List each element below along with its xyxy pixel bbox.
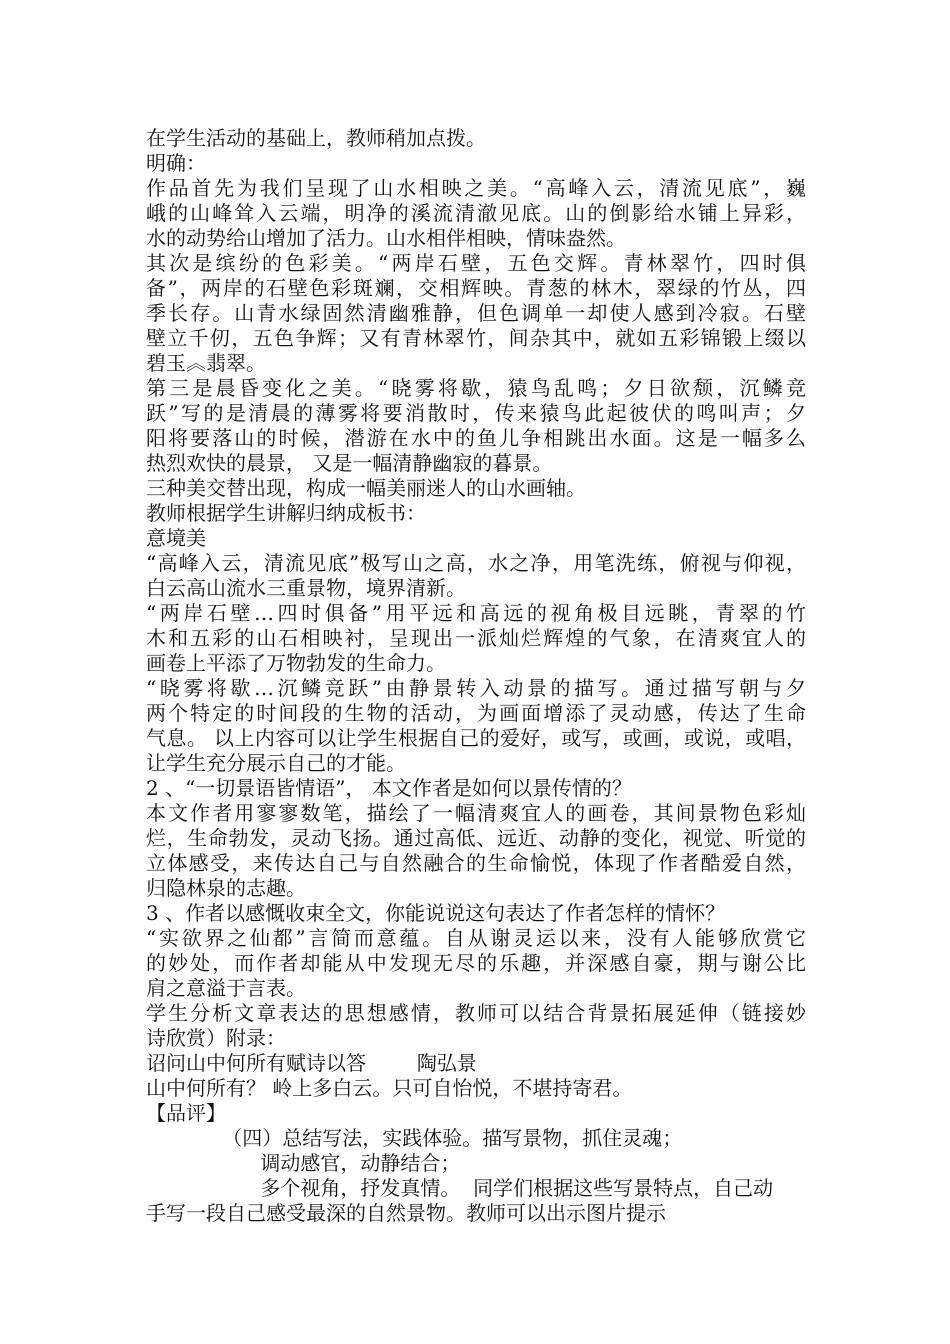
text-line: 让学生充分展示自己的才能。	[146, 751, 406, 775]
text-line: 肩之意溢于言表。	[146, 976, 306, 1000]
text-line: 明确：	[146, 151, 206, 175]
text-line: “两岸石壁…四时俱备”用平远和高远的视角极目远眺，青翠的竹	[146, 601, 806, 625]
text-line: 碧玉︽翡翠。	[146, 351, 266, 375]
text-line: 备”，两岸的石壁色彩斑斓，交相辉映。青葱的林木，翠绿的竹丛，四	[146, 276, 806, 300]
text-line: （四）总结写法，实践体验。描写景物，抓住灵魂；	[146, 1126, 683, 1150]
text-line: 3 、作者以感慨收束全文，你能说说这句表达了作者怎样的情怀？	[146, 901, 726, 925]
text-line: 在学生活动的基础上，教师稍加点拨。	[146, 126, 486, 150]
text-line: 诗欣赏）附录：	[146, 1026, 286, 1050]
text-line: 手写一段自己感受最深的自然景物。教师可以出示图片提示	[146, 1201, 666, 1225]
text-line: 学生分析文章表达的思想感情，教师可以结合背景拓展延伸（链接妙	[146, 1001, 806, 1025]
text-line: 木和五彩的山石相映衬，呈现出一派灿烂辉煌的气象，在清爽宜人的	[146, 626, 806, 650]
text-line: 阳将要落山的时候，潜游在水中的鱼儿争相跳出水面。这是一幅多么	[146, 426, 806, 450]
text-line: “晓雾将歇…沉鳞竞跃”由静景转入动景的描写。通过描写朝与夕	[146, 676, 806, 700]
text-line: 水的动势给山增加了活力。山水相伴相映，情味盎然。	[146, 226, 626, 250]
text-line: 气息。 以上内容可以让学生根据自己的爱好，或写，或画，或说，或唱，	[146, 726, 806, 750]
text-line: 本文作者用寥寥数笔，描绘了一幅清爽宜人的画卷，其间景物色彩灿	[146, 801, 806, 825]
text-line: 热烈欢快的晨景， 又是一幅清静幽寂的暮景。	[146, 451, 553, 475]
text-line: 两个特定的时间段的生物的活动，为画面增添了灵动感，传达了生命	[146, 701, 806, 725]
text-line: 多个视角，抒发真情。 同学们根据这些写景特点，自己动	[146, 1176, 774, 1200]
section-heading: 【品评】	[146, 1101, 226, 1125]
text-line: 山中何所有？ 岭上多白云。只可自怡悦，不堪持寄君。	[146, 1076, 633, 1100]
text-line: “高峰入云，清流见底”极写山之高，水之净，用笔洗练，俯视与仰视，	[146, 551, 806, 575]
text-line: 2 、“一切景语皆情语”， 本文作者是如何以景传情的？	[146, 776, 632, 800]
text-line: 归隐林泉的志趣。	[146, 876, 306, 900]
text-line: 烂，生命勃发，灵动飞扬。通过高低、远近、动静的变化，视觉、听觉的	[146, 826, 806, 850]
text-line: 立体感受，来传达自己与自然融合的生命愉悦，体现了作者酷爱自然，	[146, 851, 806, 875]
text-line: 的妙处，而作者却能从中发现无尽的乐趣，并深感自豪，期与谢公比	[146, 951, 806, 975]
text-line: 第三是晨昏变化之美。“晓雾将歇，猿鸟乱鸣；夕日欲颓，沉鳞竞	[146, 376, 806, 400]
text-line: 峨的山峰耸入云端，明净的溪流清澈见底。山的倒影给水铺上异彩，	[146, 201, 806, 225]
text-line: 三种美交替出现，构成一幅美丽迷人的山水画轴。	[146, 476, 586, 500]
text-line: 调动感官，动静结合；	[146, 1151, 461, 1175]
text-line: 其次是缤纷的色彩美。“两岸石壁，五色交辉。青林翠竹，四时俱	[146, 251, 806, 275]
text-line: 诏问山中何所有赋诗以答 陶弘景	[146, 1051, 477, 1075]
text-line: 教师根据学生讲解归纳成板书：	[146, 501, 426, 525]
text-line: 画卷上平添了万物勃发的生命力。	[146, 651, 446, 675]
text-line: “实欲界之仙都”言简而意蕴。自从谢灵运以来，没有人能够欣赏它	[146, 926, 806, 950]
text-line: 意境美	[146, 526, 206, 550]
text-line: 壁立千仞，五色争辉；又有青林翠竹，间杂其中，就如五彩锦锻上缀以	[146, 326, 806, 350]
text-line: 作品首先为我们呈现了山水相映之美。“高峰入云，清流见底”，巍	[146, 176, 806, 200]
text-line: 跃”写的是清晨的薄雾将要消散时，传来猿鸟此起彼伏的鸣叫声；夕	[146, 401, 806, 425]
text-line: 白云高山流水三重景物，境界清新。	[146, 576, 466, 600]
text-line: 季长存。山青水绿固然清幽雅静，但色调单一却使人感到冷寂。石壁	[146, 301, 806, 325]
